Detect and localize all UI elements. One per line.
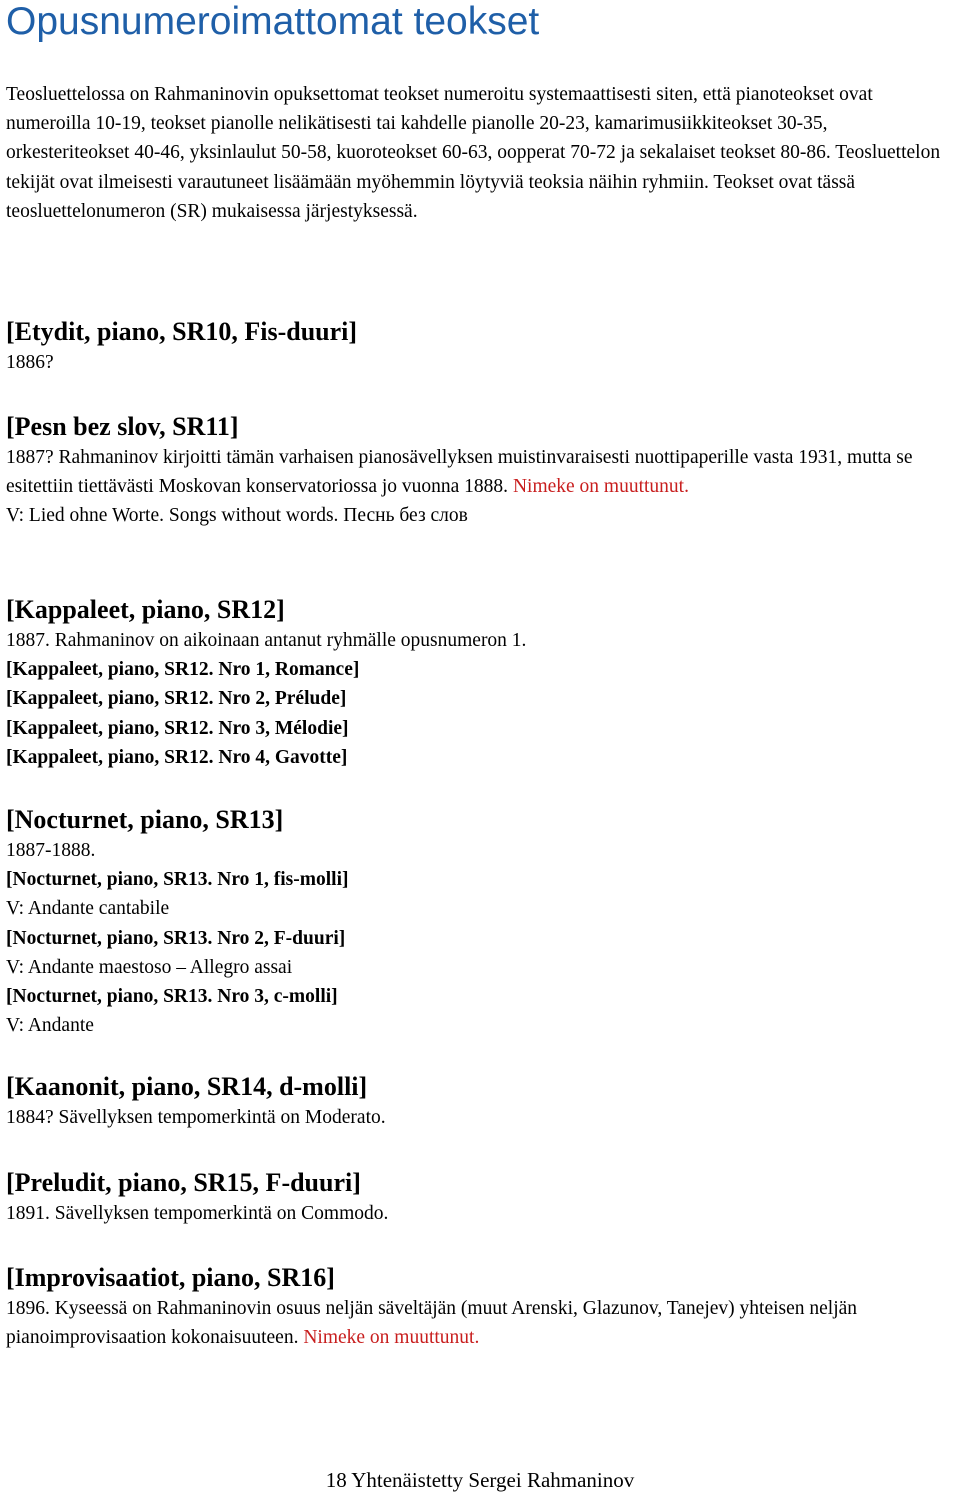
part-title: [Nocturnet, piano, SR13. Nro 2, F-duuri]	[6, 927, 346, 949]
work-description: 1887. Rahmaninov on aikoinaan antanut ryhmälle opusnumeron 1.	[6, 630, 527, 651]
page-footer: 18 Yhtenäistetty Sergei Rahmaninov	[325, 1468, 635, 1492]
work-sr15	[6, 1167, 954, 1228]
part-title: [Kappaleet, piano, SR12. Nro 3, Mélodie]	[6, 717, 349, 739]
work-description	[6, 1294, 954, 1352]
work-title: [Pesn bez slov, SR11]	[6, 412, 239, 441]
work-title: [Nocturnet, piano, SR13]	[6, 805, 284, 834]
part-variant: V: Andante maestoso – Allegro assai	[6, 956, 293, 978]
title-changed-note: Nimeke on muuttunut.	[512, 476, 689, 498]
description-text: 1887? Rahmaninov kirjoitti tämän varhaisen pianosävellyksen muistinvaraisesti nuottipaperille vasta 1931, mutta se esitettiin tiettävästi Moskovan konservatoriossa jo vuonna 1888.	[6, 447, 913, 498]
work-description	[6, 443, 954, 501]
part-title: [Kappaleet, piano, SR12. Nro 4, Gavotte]	[6, 746, 348, 768]
work-sr10	[6, 316, 954, 377]
work-title: [Kappaleet, piano, SR12]	[6, 595, 285, 624]
work-date: 1886?	[6, 352, 54, 373]
work-sr13	[6, 804, 954, 1040]
description-text: 1896. Kyseessä on Rahmaninovin osuus neljän säveltäjän (muut Arenski, Glazunov, Tanejev) yhteisen neljän pianoimprovisaation kokonaisuuteen.	[6, 1298, 858, 1349]
work-title: [Improvisaatiot, piano, SR16]	[6, 1263, 335, 1292]
work-description: 1891. Sävellyksen tempomerkintä on Commodo.	[6, 1203, 389, 1224]
part-variant: V: Andante	[6, 1015, 94, 1037]
title-changed-note: Nimeke on muuttunut.	[303, 1327, 480, 1349]
work-title: [Preludit, piano, SR15, F-duuri]	[6, 1168, 361, 1197]
work-date: 1887-1888.	[6, 840, 96, 861]
part-title: [Kappaleet, piano, SR12. Nro 1, Romance]	[6, 659, 360, 681]
part-variant: V: Andante cantabile	[6, 898, 170, 920]
work-sr12	[6, 594, 954, 772]
work-sr11	[6, 411, 954, 531]
variant-titles: V: Lied ohne Worte. Songs without words. Песнь без слов	[6, 505, 468, 527]
work-description: 1884? Sävellyksen tempomerkintä on Moderato.	[6, 1107, 386, 1128]
work-sr14	[6, 1071, 954, 1132]
page-title: Opusnumeroimattomat teokset	[6, 0, 540, 43]
part-title: [Kappaleet, piano, SR12. Nro 2, Prélude]	[6, 688, 347, 710]
part-title: [Nocturnet, piano, SR13. Nro 1, fis-molli]	[6, 869, 349, 891]
part-title: [Nocturnet, piano, SR13. Nro 3, c-molli]	[6, 986, 338, 1008]
intro-paragraph: Teosluettelossa on Rahmaninovin opuksettomat teokset numeroitu systemaattisesti siten, että pianoteokset ovat numeroilla 10-19, teokset pianolle nelikätisesti tai kahdelle pianolle 20-23, kamarimusiikkiteokset 30-35, orkesteriteokset 40-46, yksinlaulut 50-58, kuoroteokset 60-63, oopperat 70-72 ja sekalaiset teokset 80-86. Teosluettelon tekijät ovat ilmeisesti varautuneet lisäämään myöhemmin löytyviä teoksia näihin ryhmiin. Teokset ovat tässä teosluettelonumeron (SR) mukaisessa järjestyksessä.	[6, 84, 941, 222]
work-title: [Kaanonit, piano, SR14, d-molli]	[6, 1072, 368, 1101]
work-sr16	[6, 1262, 954, 1352]
work-title: [Etydit, piano, SR10, Fis-duuri]	[6, 317, 358, 346]
